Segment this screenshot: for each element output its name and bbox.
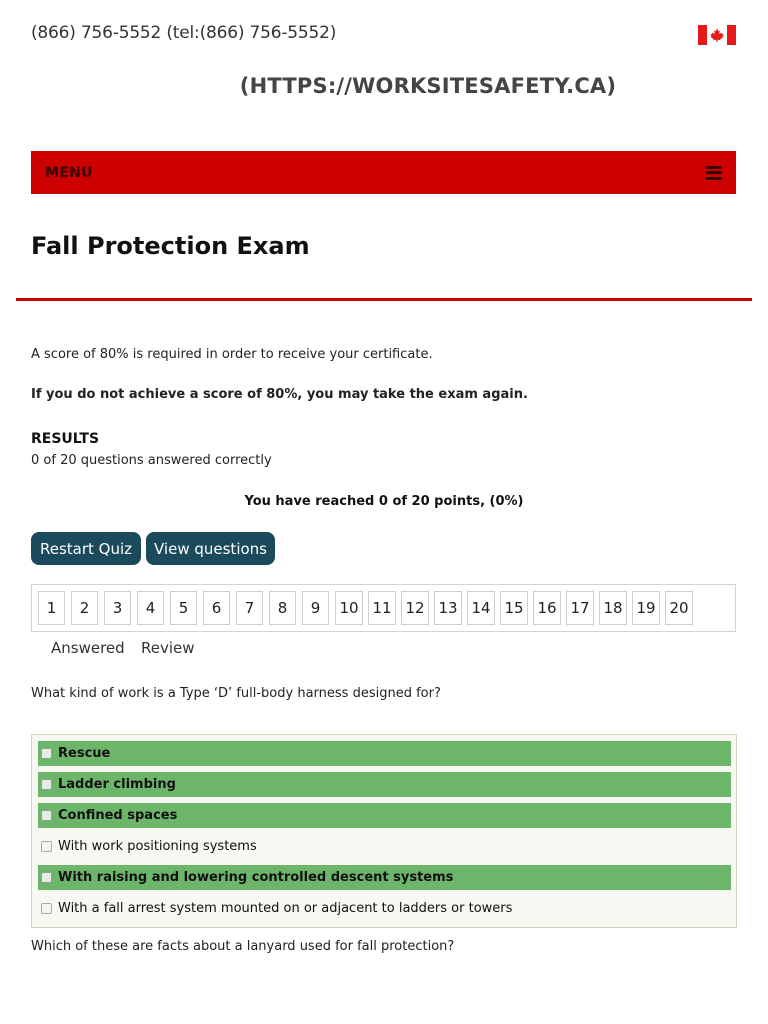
question-number-button[interactable]: 13 — [434, 591, 462, 625]
question-number-button[interactable]: 9 — [302, 591, 329, 625]
question-number-button[interactable]: 3 — [104, 591, 131, 625]
title-divider — [16, 298, 752, 301]
legend-review: Review — [141, 639, 195, 657]
results-heading: RESULTS — [31, 431, 100, 447]
results-count: 0 of 20 questions answered correctly — [31, 453, 272, 468]
question-navigator — [31, 584, 736, 632]
checkbox[interactable] — [41, 841, 52, 852]
site-link[interactable]: (HTTPS://WORKSITESAFETY.CA) — [239, 74, 617, 98]
checkbox[interactable] — [41, 903, 52, 914]
question-number-button[interactable]: 20 — [665, 591, 693, 625]
page-title: Fall Protection Exam — [31, 232, 310, 260]
answer-label: Confined spaces — [58, 808, 178, 823]
checkbox[interactable] — [41, 748, 52, 759]
points-summary: You have reached 0 of 20 points, (0%) — [244, 494, 524, 509]
menu-label[interactable]: MENU — [45, 164, 93, 181]
hamburger-icon[interactable] — [706, 166, 722, 180]
question-number-button[interactable]: 15 — [500, 591, 528, 625]
question-number-button[interactable]: 8 — [269, 591, 296, 625]
answer-label: With raising and lowering controlled descent systems — [58, 870, 454, 885]
legend-answered: Answered — [51, 639, 125, 657]
question-number-button[interactable]: 4 — [137, 591, 164, 625]
view-questions-button[interactable]: View questions — [146, 532, 275, 565]
question-number-button[interactable]: 5 — [170, 591, 197, 625]
question-number-button[interactable]: 11 — [368, 591, 396, 625]
answer-option[interactable] — [38, 896, 731, 921]
question-number-button[interactable]: 16 — [533, 591, 561, 625]
checkbox[interactable] — [41, 810, 52, 821]
menu-bar[interactable] — [31, 151, 736, 194]
answer-label: With work positioning systems — [58, 839, 257, 854]
answer-option[interactable] — [38, 741, 731, 766]
question-number-button[interactable]: 7 — [236, 591, 263, 625]
retake-notice: If you do not achieve a score of 80%, you may take the exam again. — [31, 387, 528, 402]
question-number-button[interactable]: 17 — [566, 591, 594, 625]
question-number-button[interactable]: 12 — [401, 591, 429, 625]
question-number-button[interactable]: 14 — [467, 591, 495, 625]
question-number-button[interactable]: 6 — [203, 591, 230, 625]
answer-option[interactable] — [38, 772, 731, 797]
answer-option[interactable] — [38, 865, 731, 890]
question-text: What kind of work is a Type ‘D’ full-body harness designed for? — [31, 686, 441, 701]
canada-flag-icon[interactable] — [698, 25, 736, 45]
answer-label: With a fall arrest system mounted on or adjacent to ladders or towers — [58, 901, 513, 916]
question-text: Which of these are facts about a lanyard used for fall protection? — [31, 939, 455, 954]
question-number-button[interactable]: 18 — [599, 591, 627, 625]
question-number-button[interactable]: 2 — [71, 591, 98, 625]
score-requirement-text: A score of 80% is required in order to receive your certificate. — [31, 347, 433, 362]
answer-label: Ladder climbing — [58, 777, 176, 792]
answer-option[interactable] — [38, 834, 731, 859]
answer-label: Rescue — [58, 746, 111, 761]
question-number-button[interactable]: 1 — [38, 591, 65, 625]
checkbox[interactable] — [41, 779, 52, 790]
answer-option[interactable] — [38, 803, 731, 828]
question-number-button[interactable]: 19 — [632, 591, 660, 625]
restart-quiz-button[interactable]: Restart Quiz — [31, 532, 141, 565]
phone-number[interactable]: (866) 756-5552 (tel:(866) 756-5552) — [31, 23, 337, 43]
answer-list — [31, 734, 737, 928]
question-number-button[interactable]: 10 — [335, 591, 363, 625]
checkbox[interactable] — [41, 872, 52, 883]
